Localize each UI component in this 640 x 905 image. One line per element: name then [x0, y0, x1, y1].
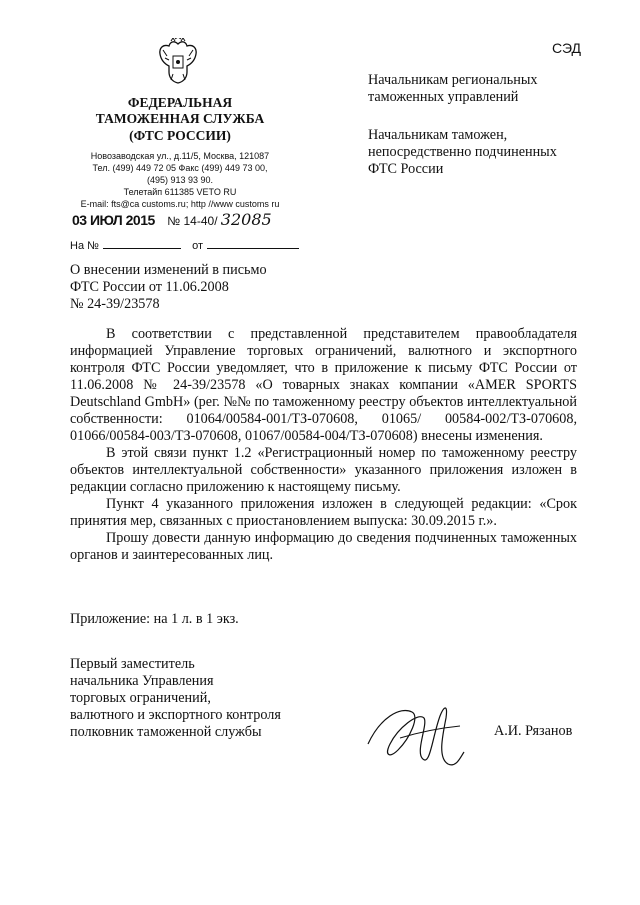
signatory-line: торговых ограничений,: [70, 690, 211, 706]
recipient-group-1: [368, 72, 537, 106]
recipient-line: непосредственно подчиненных: [368, 144, 557, 160]
agency-name-line2: ТАМОЖЕННАЯ СЛУЖБА: [95, 111, 265, 126]
signatory-line: валютного и экспортного контроля: [70, 707, 281, 723]
subject-line: ФТС России от 11.06.2008: [70, 279, 229, 295]
paragraph-1: В соответствии с представленной представителем правообладателя информацией Управление торговых ограничений, валютного и экспортного контроля ФТС России уведомляет, что в приложение к письму ФТС России от 11.06.2008 № 24-39/23578 «О товарных знаках компании «AMER SPORTS Deutschland GmbH» (рег. №№ по таможенному реестру объектов интеллектуальной собственности: 01064/00584-001/ТЗ-070608, 01065/ 00584-002/ТЗ-070608, 01066/00584-003/ТЗ-070608, 01067/00584-004/ТЗ-070608) внесены изменения.: [70, 326, 577, 444]
signatory-line: Первый заместитель: [70, 656, 195, 672]
subject-line: № 24-39/23578: [70, 296, 160, 312]
reference-number-label: На №: [70, 240, 99, 252]
recipient-line: Начальникам региональных: [368, 72, 538, 88]
reference-number-blank: [103, 236, 181, 249]
document-marker: СЭД: [552, 40, 582, 56]
attachment-note: Приложение: на 1 л. в 1 экз.: [70, 611, 239, 627]
coat-of-arms-icon: [157, 38, 199, 84]
recipient-group-2: [368, 127, 557, 178]
signatory-name: А.И. Рязанов: [494, 723, 573, 739]
handwritten-signature: [360, 698, 470, 770]
agency-phone-extra: (495) 913 93 90.: [146, 175, 214, 185]
signatory-title: [70, 656, 281, 741]
agency-phone: Тел. (499) 449 72 05 Факс (499) 449 73 00,: [92, 163, 268, 173]
recipient-line: ФТС России: [368, 161, 444, 177]
recipient-line: таможенных управлений: [368, 89, 519, 105]
recipient-line: Начальникам таможен,: [368, 127, 508, 143]
subject: [70, 262, 267, 313]
registration-date: 03 ИЮЛ 2015: [72, 212, 155, 228]
paragraph-2: В этой связи пункт 1.2 «Регистрационный номер по таможенному реестру объектов интеллектуальной собственности» указанного приложения изложен в редакции согласно приложению к настоящему письму.: [70, 445, 577, 495]
agency-teletype: Телетайп 611385 VETO RU: [123, 187, 237, 197]
agency-abbreviation: (ФТС РОССИИ): [129, 128, 231, 143]
signatory-line: начальника Управления: [70, 673, 214, 689]
subject-line: О внесении изменений в письмо: [70, 262, 267, 278]
agency-email: E-mail: fts@ca customs.ru; http //www customs ru: [80, 199, 280, 209]
registration-number: № 14-40/: [167, 214, 218, 228]
registration-number-handwritten: 32085: [220, 210, 272, 229]
letter-body: [70, 326, 577, 564]
agency-address: Новозаводская ул., д.11/5, Москва, 121087: [90, 151, 270, 161]
signatory-line: полковник таможенной службы: [70, 724, 262, 740]
reference-line: [70, 236, 299, 252]
paragraph-3: Пункт 4 указанного приложения изложен в следующей редакции: «Срок принятия мер, связанных с приостановлением выпуска: 30.09.2015 г.».: [70, 496, 577, 529]
agency-name-line1: ФЕДЕРАЛЬНАЯ: [127, 95, 233, 110]
reference-date-label: от: [192, 240, 204, 252]
registration-line: [72, 210, 272, 229]
paragraph-4: Прошу довести данную информацию до сведения подчиненных таможенных органов и заинтересованных лиц.: [70, 530, 577, 563]
reference-date-blank: [207, 236, 299, 249]
